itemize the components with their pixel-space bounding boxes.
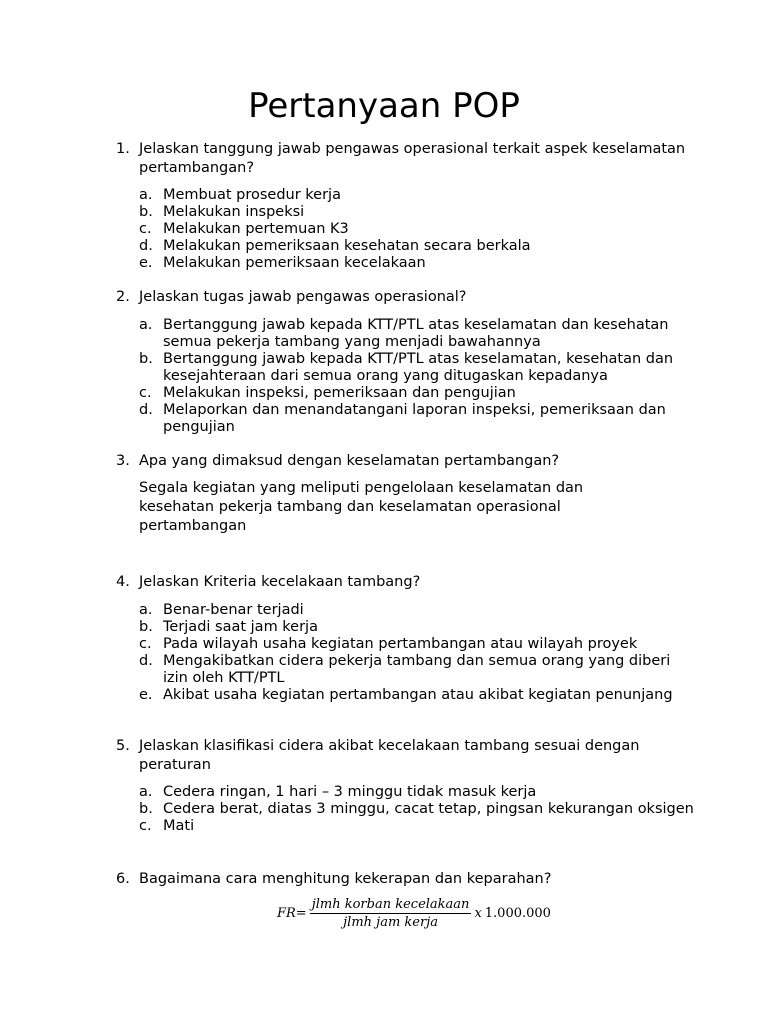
option-text: Benar-benar terjadi [163,601,304,618]
question-number: 5. [116,738,130,754]
list-item [139,187,696,204]
option-text: Terjadi saat jam kerja [163,618,318,635]
option-letter: a. [139,784,153,800]
option-letter: c. [139,818,152,834]
list-item [139,653,696,687]
option-text: Melaporkan dan menandatangani laporan inspeksi, pemeriksaan dan pengujian [163,401,666,435]
option-text: Cedera berat, diatas 3 minggu, cacat tetap, pingsan kekurangan oksigen [163,801,694,817]
page-title: Pertanyaan POP [248,86,520,126]
option-list [139,317,696,436]
list-item [139,619,696,636]
list-item [139,317,696,351]
list-item [139,636,696,653]
frequency-rate-formula [277,896,551,931]
question-5 [116,737,696,835]
question-6 [116,870,696,889]
formula-multiplier: x [474,906,482,921]
list-item [139,255,696,272]
option-letter: e. [139,686,153,703]
list-item [139,385,696,402]
list-item [139,221,696,238]
option-letter: d. [139,401,153,418]
option-text: Melakukan inspeksi, pemeriksaan dan pengujian [163,384,516,401]
option-letter: c. [139,384,152,401]
list-item [139,238,696,255]
list-item [139,801,696,818]
formula-numerator: jlmh korban kecelakaan [311,897,470,912]
list-item [139,602,696,619]
question-1 [116,140,696,272]
list-item [139,204,696,221]
option-list [139,187,696,272]
option-letter: d. [139,652,153,669]
option-text: Cedera ringan, 1 hari – 3 minggu tidak masuk kerja [163,784,537,800]
option-letter: a. [139,601,153,618]
option-text: Mengakibatkan cidera pekerja tambang dan semua orang yang diberi izin oleh KTT/PTL [163,652,671,686]
option-letter: b. [139,618,153,635]
formula-fraction [310,896,472,931]
option-text: Bertanggung jawab kepada KTT/PTL atas keselamatan, kesehatan dan kesejahteraan dari semua orang yang ditugaskan kepadanya [163,350,674,384]
question-number: 1. [116,141,130,157]
question-text: Bagaimana cara menghitung kekerapan dan keparahan? [139,871,552,887]
question-number: 4. [116,574,130,590]
option-letter: b. [139,801,153,817]
question-text: Jelaskan klasifikasi cidera akibat kecelakaan tambang sesuai dengan peraturan [139,738,640,773]
question-number: 6. [116,871,130,887]
option-list [139,602,696,704]
question-number: 2. [116,289,130,305]
option-text: Pada wilayah usaha kegiatan pertambangan atau wilayah proyek [163,635,638,652]
option-letter: c. [139,635,152,652]
option-text: Melakukan pemeriksaan kesehatan secara berkala [163,238,531,254]
formula-denominator: jlmh jam kerja [343,915,438,930]
option-letter: a. [139,187,153,203]
option-letter: a. [139,316,153,333]
answer-text: Segala kegiatan yang meliputi pengelolaan keselamatan dan kesehatan pekerja tambang dan keselamatan operasional pertambangan [139,479,584,534]
question-text: Jelaskan tugas jawab pengawas operasional? [139,289,467,305]
option-text: Bertanggung jawab kepada KTT/PTL atas keselamatan dan kesehatan semua pekerja tambang yang menjadi bawahannya [163,316,669,350]
option-letter: c. [139,221,152,237]
option-letter: d. [139,238,153,254]
list-item [139,402,696,436]
list-item [139,351,696,385]
formula-lhs: FR= [277,906,307,921]
option-text: Melakukan inspeksi [163,204,305,220]
question-2 [116,288,696,436]
question-3 [116,452,696,536]
option-text: Melakukan pemeriksaan kecelakaan [163,255,426,271]
option-text: Mati [163,818,195,834]
list-item [139,687,696,704]
list-item [139,784,696,801]
list-item [139,818,696,835]
option-text: Akibat usaha kegiatan pertambangan atau akibat kegiatan penunjang [163,686,673,703]
question-number: 3. [116,453,130,469]
option-letter: b. [139,350,153,367]
option-text: Membuat prosedur kerja [163,187,341,203]
question-4 [116,573,696,704]
question-text: Jelaskan tanggung jawab pengawas operasional terkait aspek keselamatan pertambangan? [139,141,686,176]
option-text: Melakukan pertemuan K3 [163,221,349,237]
formula-constant: 1.000.000 [484,906,551,921]
option-list [139,784,696,835]
option-letter: b. [139,204,153,220]
option-letter: e. [139,255,153,271]
question-text: Apa yang dimaksud dengan keselamatan pertambangan? [139,453,560,469]
question-text: Jelaskan Kriteria kecelakaan tambang? [139,574,421,590]
